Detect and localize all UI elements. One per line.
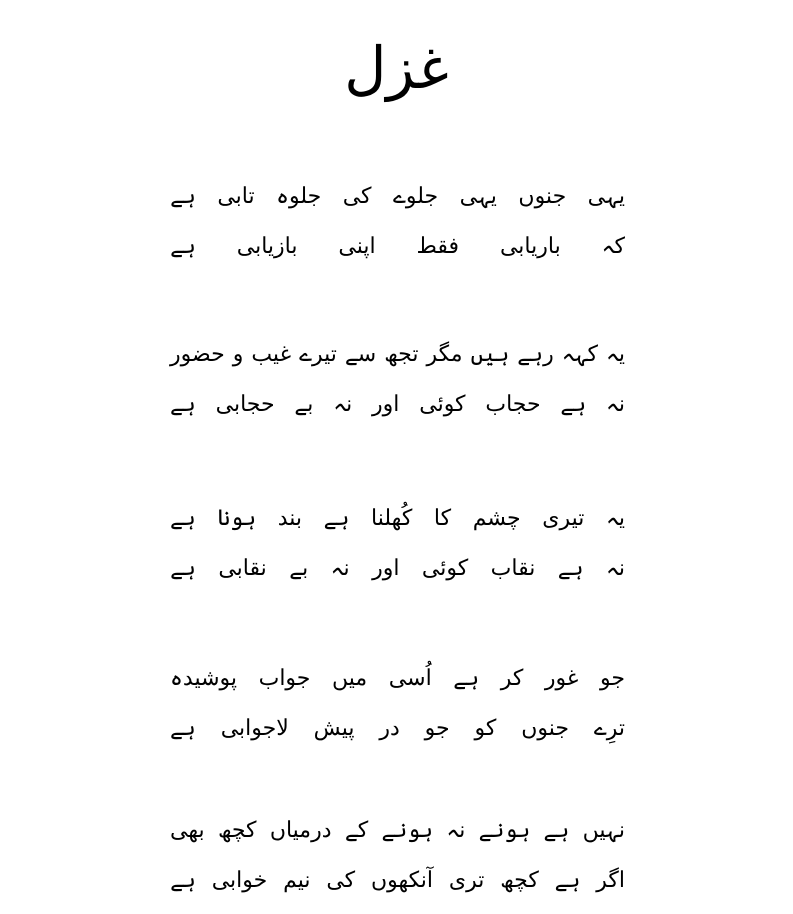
verse-line xyxy=(170,222,625,272)
verse-word: جو xyxy=(600,666,625,691)
verse-word: اگر xyxy=(596,868,625,893)
verse-word: ہے xyxy=(453,666,480,691)
verse-word: نہ xyxy=(446,818,466,843)
verse-word: اور xyxy=(372,556,400,581)
verse-word: میں xyxy=(332,666,368,691)
verse-word: حجاب xyxy=(485,392,541,417)
verse-word: غیب xyxy=(251,342,292,367)
verse-line xyxy=(170,806,625,856)
verse-word: نہ xyxy=(605,392,625,417)
verse-word: کو xyxy=(474,716,497,741)
stanza-5 xyxy=(170,806,625,906)
verse-word: غور xyxy=(544,666,579,691)
verse-word: حضور xyxy=(170,342,225,367)
verse-line xyxy=(170,704,625,754)
verse-word: نہیں xyxy=(582,818,625,843)
verse-line xyxy=(170,172,625,222)
verse-word: کوئی xyxy=(421,556,469,581)
verse-word: جنوں xyxy=(521,716,569,741)
verse-word: در xyxy=(379,716,400,741)
verse-word: یہی xyxy=(587,184,625,209)
stanza-3 xyxy=(170,494,625,594)
verse-word: ہے xyxy=(543,818,570,843)
verse-word: ہونا xyxy=(217,506,257,531)
verse-word: ہے xyxy=(557,556,584,581)
verse-word: ہے xyxy=(170,234,196,259)
verse-word: پوشیدہ xyxy=(170,666,237,691)
verse-word: نہ xyxy=(605,556,625,581)
verse-word: نقاب xyxy=(490,556,536,581)
stanza-1 xyxy=(170,172,625,272)
verse-word: ہونے xyxy=(478,818,531,843)
verse-word: نقابی xyxy=(218,556,267,581)
verse-word: تیرے xyxy=(299,342,337,367)
verse-word: ہے xyxy=(170,184,196,209)
verse-word: کہ xyxy=(601,234,625,259)
verse-word: درمیاں xyxy=(269,818,332,843)
verse-word: لاجوابی xyxy=(220,716,289,741)
verse-word: بے xyxy=(294,392,314,417)
verse-word: جو xyxy=(424,716,450,741)
verse-word: کی xyxy=(326,868,356,893)
verse-word: ہے xyxy=(554,868,581,893)
verse-word: کچھ xyxy=(217,818,257,843)
verse-word: یہ xyxy=(605,506,625,531)
verse-line xyxy=(170,856,625,906)
verse-word: اور xyxy=(372,392,400,417)
verse-word: پیش xyxy=(313,716,355,741)
verse-line xyxy=(170,330,625,380)
verse-word: کی xyxy=(342,184,372,209)
verse-word: کر xyxy=(500,666,524,691)
verse-word: ہے xyxy=(170,392,196,417)
verse-line xyxy=(170,494,625,544)
verse-word: آنکھوں xyxy=(371,868,434,893)
verse-word: تری xyxy=(448,868,485,893)
verse-word: مگر xyxy=(426,342,463,367)
verse-word: بازیابی xyxy=(236,234,298,259)
verse-word: و xyxy=(232,342,244,367)
stanza-2 xyxy=(170,330,625,430)
verse-word: فقط xyxy=(416,234,460,259)
verse-word: جنوں xyxy=(518,184,567,209)
verse-word: ہیں xyxy=(470,342,510,367)
verse-line xyxy=(170,380,625,430)
verse-word: نہ xyxy=(333,392,353,417)
verse-word: ترِے xyxy=(593,716,625,741)
verse-word: بھی xyxy=(170,818,205,843)
verse-word: نیم xyxy=(283,868,311,893)
verse-word: باریابی xyxy=(499,234,561,259)
verse-word: تجھ xyxy=(384,342,419,367)
verse-line xyxy=(170,544,625,594)
verse-word: ہے xyxy=(170,506,196,531)
verse-word: حجابی xyxy=(215,392,275,417)
verse-word: خوابی xyxy=(211,868,268,893)
verse-word: تابی xyxy=(217,184,255,209)
verse-word: کا xyxy=(433,506,452,531)
verse-word: کہہ xyxy=(561,342,598,367)
verse-word: یہی xyxy=(459,184,497,209)
verse-word: چشم xyxy=(472,506,521,531)
verse-word: اپنی xyxy=(338,234,376,259)
verse-word: یہ xyxy=(605,342,625,367)
verse-word: تیری xyxy=(542,506,585,531)
verse-word: کوئی xyxy=(419,392,466,417)
verse-word: سے xyxy=(344,342,377,367)
verse-word: ہونے xyxy=(381,818,434,843)
verse-word: کے xyxy=(344,818,369,843)
stanza-4 xyxy=(170,654,625,754)
verse-word: ہے xyxy=(170,716,196,741)
verse-word: اُسی xyxy=(388,666,432,691)
verse-word: بے xyxy=(289,556,309,581)
verse-word: ہے xyxy=(170,868,196,893)
verse-word: نہ xyxy=(330,556,350,581)
page-title: غزل xyxy=(344,34,449,102)
verse-word: کُھلنا xyxy=(371,506,413,531)
verse-word: جلوے xyxy=(392,184,439,209)
verse-word: کچھ xyxy=(500,868,539,893)
verse-word: جواب xyxy=(258,666,311,691)
verse-word: رہے xyxy=(517,342,554,367)
verse-word: جلوہ xyxy=(276,184,322,209)
verse-line xyxy=(170,654,625,704)
verse-word: ہے xyxy=(170,556,196,581)
verse-word: بند xyxy=(277,506,303,531)
verse-word: ہے xyxy=(323,506,350,531)
verse-word: ہے xyxy=(560,392,587,417)
